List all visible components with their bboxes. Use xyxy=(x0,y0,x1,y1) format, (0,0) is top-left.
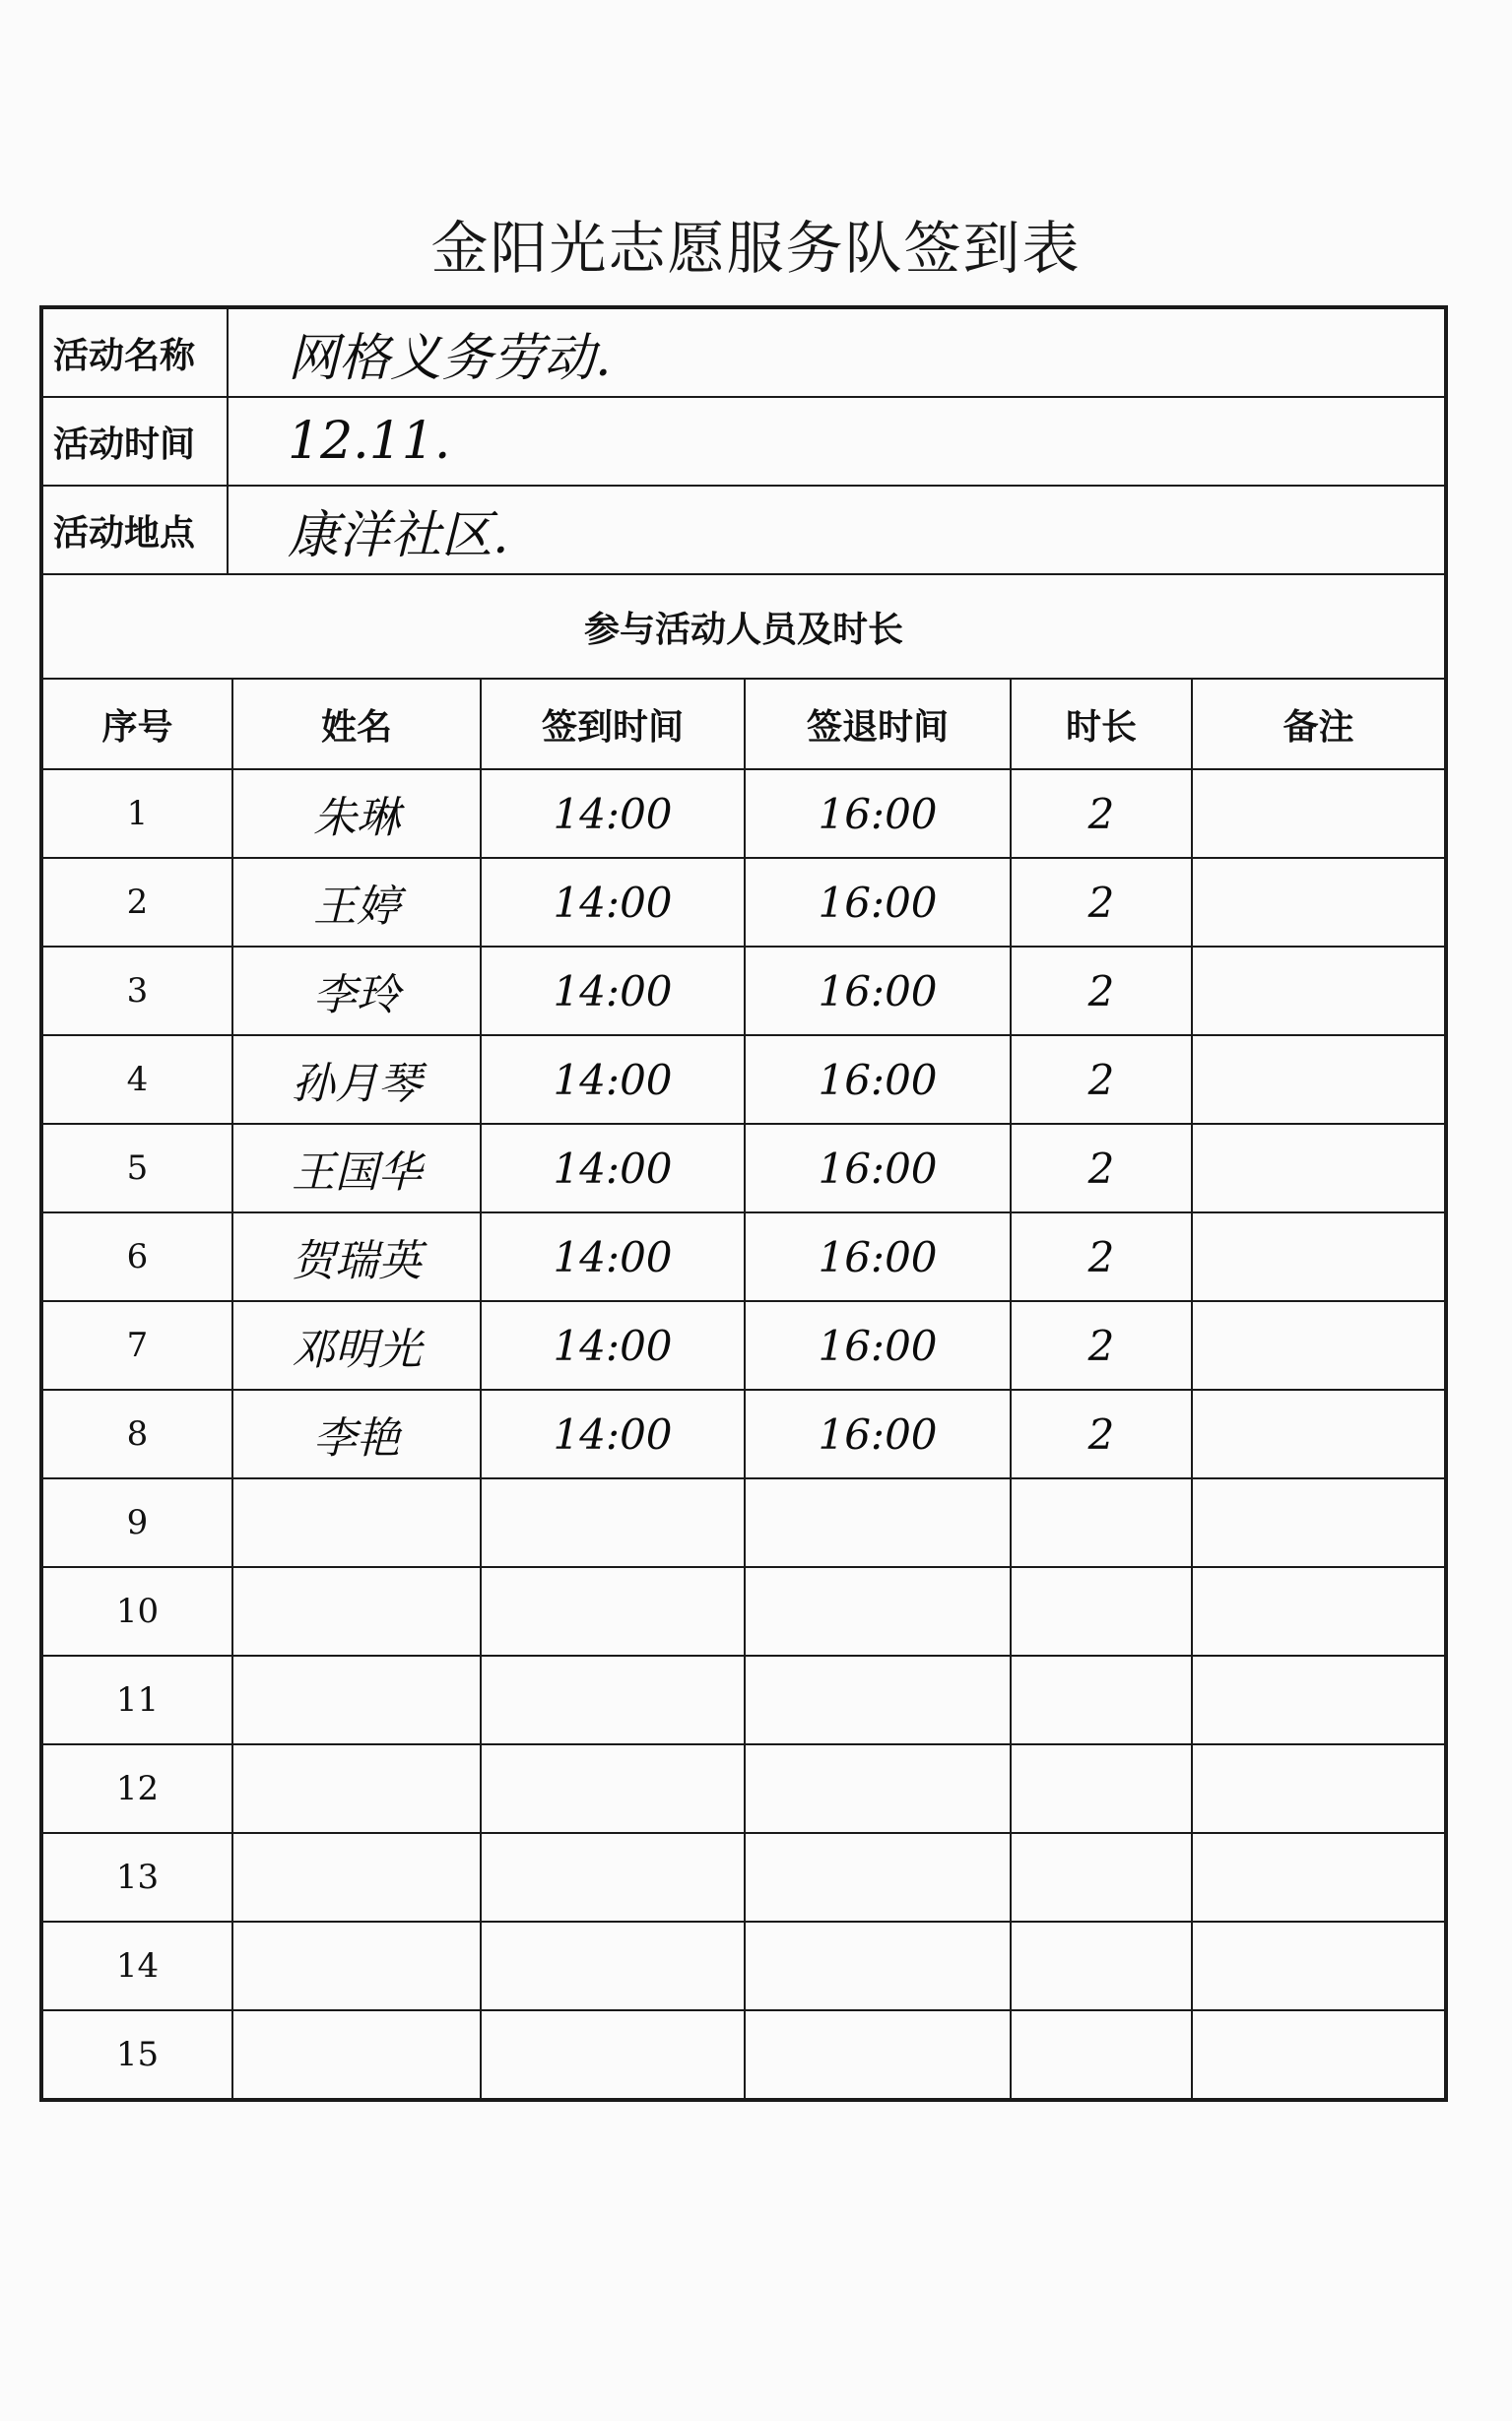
cell-name xyxy=(232,1656,481,1744)
table-row xyxy=(43,1478,1444,1567)
cell-hours: 2 xyxy=(1011,769,1192,858)
cell-checkout: 16:00 xyxy=(745,769,1011,858)
column-header-no: 序号 xyxy=(43,680,232,769)
cell-checkin: 14:00 xyxy=(481,858,745,947)
cell-no: 6 xyxy=(43,1212,232,1301)
column-header-checkin: 签到时间 xyxy=(481,680,745,769)
cell-no: 12 xyxy=(43,1744,232,1833)
cell-checkout xyxy=(745,1656,1011,1744)
cell-checkin xyxy=(481,1833,745,1922)
activity-time-label: 活动时间 xyxy=(43,398,229,485)
participants-heading: 参与活动人员及时长 xyxy=(43,575,1444,680)
cell-checkout xyxy=(745,1567,1011,1656)
cell-checkin xyxy=(481,1744,745,1833)
cell-hours: 2 xyxy=(1011,1124,1192,1212)
cell-name: 朱琳 xyxy=(232,769,481,858)
table-row xyxy=(43,1833,1444,1922)
cell-no: 9 xyxy=(43,1478,232,1567)
cell-checkin: 14:00 xyxy=(481,1212,745,1301)
cell-no: 14 xyxy=(43,1922,232,2010)
column-header-hours: 时长 xyxy=(1011,680,1192,769)
cell-checkout xyxy=(745,1478,1011,1567)
cell-no: 3 xyxy=(43,947,232,1035)
cell-checkout: 16:00 xyxy=(745,1035,1011,1124)
cell-name xyxy=(232,2010,481,2098)
cell-remarks xyxy=(1192,1301,1444,1390)
table-row xyxy=(43,1390,1444,1478)
cell-remarks xyxy=(1192,1478,1444,1567)
cell-name: 王国华 xyxy=(232,1124,481,1212)
cell-no: 1 xyxy=(43,769,232,858)
table-row xyxy=(43,2010,1444,2098)
sign-in-sheet xyxy=(39,305,1448,2102)
table-row xyxy=(43,1212,1444,1301)
cell-no: 15 xyxy=(43,2010,232,2098)
table-row xyxy=(43,947,1444,1035)
table-header-row xyxy=(43,680,1444,769)
cell-hours xyxy=(1011,1922,1192,2010)
cell-remarks xyxy=(1192,1744,1444,1833)
cell-checkin: 14:00 xyxy=(481,1301,745,1390)
cell-name: 王婷 xyxy=(232,858,481,947)
cell-name xyxy=(232,1744,481,1833)
cell-checkout: 16:00 xyxy=(745,1212,1011,1301)
participants-table xyxy=(43,680,1444,2098)
activity-place-label: 活动地点 xyxy=(43,487,229,573)
cell-hours: 2 xyxy=(1011,1390,1192,1478)
cell-hours xyxy=(1011,2010,1192,2098)
cell-hours xyxy=(1011,1567,1192,1656)
cell-remarks xyxy=(1192,1656,1444,1744)
table-row xyxy=(43,858,1444,947)
cell-remarks xyxy=(1192,2010,1444,2098)
cell-remarks xyxy=(1192,1390,1444,1478)
cell-name xyxy=(232,1922,481,2010)
cell-checkin: 14:00 xyxy=(481,947,745,1035)
cell-checkin xyxy=(481,1922,745,2010)
cell-checkout: 16:00 xyxy=(745,1301,1011,1390)
cell-checkout: 16:00 xyxy=(745,1390,1011,1478)
cell-no: 7 xyxy=(43,1301,232,1390)
cell-checkout: 16:00 xyxy=(745,1124,1011,1212)
cell-name xyxy=(232,1567,481,1656)
table-row xyxy=(43,769,1444,858)
cell-hours: 2 xyxy=(1011,1035,1192,1124)
table-row xyxy=(43,1124,1444,1212)
cell-remarks xyxy=(1192,1922,1444,2010)
cell-no: 11 xyxy=(43,1656,232,1744)
table-row xyxy=(43,1744,1444,1833)
activity-place-row xyxy=(43,487,1444,575)
table-row xyxy=(43,1035,1444,1124)
cell-remarks xyxy=(1192,858,1444,947)
cell-hours xyxy=(1011,1833,1192,1922)
cell-checkout xyxy=(745,1744,1011,1833)
cell-checkout xyxy=(745,1833,1011,1922)
cell-checkout: 16:00 xyxy=(745,947,1011,1035)
cell-name: 李玲 xyxy=(232,947,481,1035)
cell-remarks xyxy=(1192,769,1444,858)
cell-remarks xyxy=(1192,947,1444,1035)
cell-name: 邓明光 xyxy=(232,1301,481,1390)
table-row xyxy=(43,1656,1444,1744)
cell-checkin: 14:00 xyxy=(481,1390,745,1478)
cell-remarks xyxy=(1192,1212,1444,1301)
cell-no: 8 xyxy=(43,1390,232,1478)
cell-checkout xyxy=(745,2010,1011,2098)
cell-name xyxy=(232,1833,481,1922)
cell-checkin xyxy=(481,1478,745,1567)
activity-name-row xyxy=(43,309,1444,398)
cell-hours xyxy=(1011,1478,1192,1567)
cell-no: 5 xyxy=(43,1124,232,1212)
column-header-name: 姓名 xyxy=(232,680,481,769)
cell-checkout: 16:00 xyxy=(745,858,1011,947)
cell-checkout xyxy=(745,1922,1011,2010)
cell-name: 孙月琴 xyxy=(232,1035,481,1124)
cell-checkin: 14:00 xyxy=(481,1035,745,1124)
cell-name xyxy=(232,1478,481,1567)
cell-name: 李艳 xyxy=(232,1390,481,1478)
cell-no: 4 xyxy=(43,1035,232,1124)
cell-checkin xyxy=(481,1567,745,1656)
cell-hours: 2 xyxy=(1011,858,1192,947)
cell-hours xyxy=(1011,1744,1192,1833)
cell-checkin: 14:00 xyxy=(481,769,745,858)
cell-remarks xyxy=(1192,1833,1444,1922)
cell-no: 13 xyxy=(43,1833,232,1922)
cell-hours: 2 xyxy=(1011,1212,1192,1301)
cell-hours: 2 xyxy=(1011,947,1192,1035)
cell-hours xyxy=(1011,1656,1192,1744)
cell-remarks xyxy=(1192,1567,1444,1656)
cell-no: 10 xyxy=(43,1567,232,1656)
activity-time-value: 12.11. xyxy=(288,412,451,471)
activity-time-row xyxy=(43,398,1444,487)
cell-checkin xyxy=(481,2010,745,2098)
cell-checkin: 14:00 xyxy=(481,1124,745,1212)
activity-name-value: 网格义务劳动. xyxy=(288,328,612,388)
cell-checkin xyxy=(481,1656,745,1744)
table-row xyxy=(43,1301,1444,1390)
page-title: 金阳光志愿服务队签到表 xyxy=(430,215,1082,282)
cell-remarks xyxy=(1192,1035,1444,1124)
table-row xyxy=(43,1567,1444,1656)
cell-no: 2 xyxy=(43,858,232,947)
cell-hours: 2 xyxy=(1011,1301,1192,1390)
column-header-checkout: 签退时间 xyxy=(745,680,1011,769)
cell-remarks xyxy=(1192,1124,1444,1212)
activity-place-value: 康洋社区. xyxy=(288,505,509,565)
table-row xyxy=(43,1922,1444,2010)
table-body xyxy=(43,769,1444,2098)
column-header-remarks: 备注 xyxy=(1192,680,1444,769)
cell-name: 贺瑞英 xyxy=(232,1212,481,1301)
activity-name-label: 活动名称 xyxy=(43,309,229,396)
